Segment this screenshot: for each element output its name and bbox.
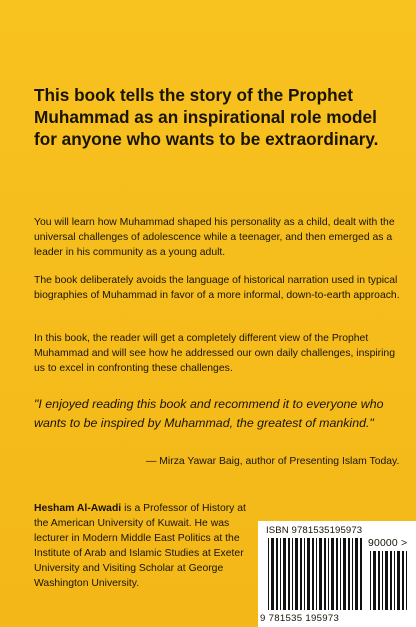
paragraph-approach: The book deliberately avoids the language of historical narration used in typical biographies of Muhammad in favor of a more informal, down-to-earth approach. (34, 275, 400, 301)
author-bio-text: is a Professor of History at the American University of Kuwait. He was lecturer in Modern Middle East Politics at the Institute of Arab and Islamic Studies at Exeter University and Visiting Scholar at George Washington University. (34, 503, 246, 589)
barcode-digits: 9 781535 195973 (260, 613, 340, 624)
price-code: 90000 > (368, 538, 408, 549)
headline: This book tells the story of the Prophet Muhammad as an inspirational role model for anyone who wants to be extraordinary. (34, 85, 379, 149)
author-bio (34, 501, 258, 591)
endorsement-quote: "I enjoyed reading this book and recommend it to everyone who wants to be inspired by Muhammad, the greatest of mankind." (34, 397, 384, 430)
isbn-label: ISBN 9781535195973 (266, 525, 363, 536)
paragraph-personality: You will learn how Muhammad shaped his personality as a child, dealt with the universal challenges of adolescence while a teenager, and then emerged as a leader in his community as a young adult. (34, 217, 395, 258)
endorsement-attribution: — Mirza Yawar Baig, author of Presenting Islam Today. (146, 456, 400, 467)
barcode-image (258, 521, 416, 627)
author-name: Hesham Al-Awadi (34, 503, 122, 514)
paragraph-perspective: In this book, the reader will get a completely different view of the Prophet Muhammad and will see how he addressed our own daily challenges, inspiring us to excel in confronting these challenges. (34, 333, 395, 374)
barcode-area (258, 521, 416, 627)
